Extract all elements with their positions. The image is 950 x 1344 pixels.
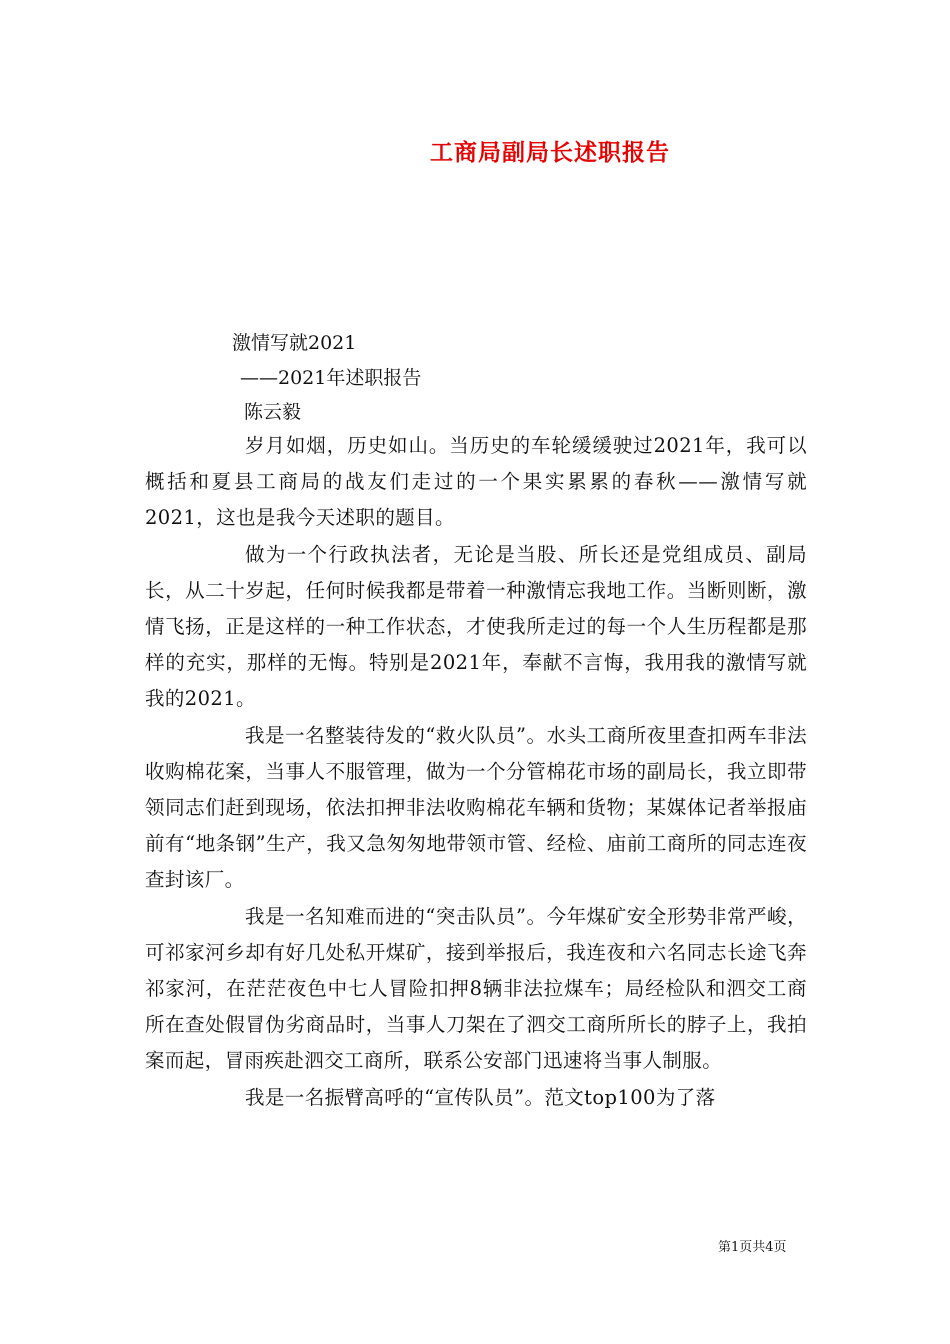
page-number-footer: 第1页共4页 <box>718 1240 787 1255</box>
intro-heading: 激情写就2021 <box>232 332 357 354</box>
body-paragraph: 我是一名振臂高呼的“宣传队员”。范文top100为了落 <box>245 1085 716 1109</box>
body-paragraph: 我是一名整装待发的“救火队员”。水头工商所夜里查扣两车非法收购棉花案，当事人不服管理，做为一个分管棉花市场的副局长，我立即带领同志们赶到现场，依法扣押非法收购棉花车辆和货物；某媒体记者举报庙前有“地条钢”生产，我又急匆匆地带领市管、经检、庙前工商所的同志连夜查封该厂。 <box>145 723 807 892</box>
document-body <box>145 428 807 1116</box>
intro-subheading: ——2021年述职报告 <box>240 367 422 389</box>
body-paragraph: 岁月如烟，历史如山。当历史的车轮缓缓驶过2021年，我可以概括和夏县工商局的战友们走过的一个果实累累的春秋——激情写就2021，这也是我今天述职的题目。 <box>145 434 807 530</box>
body-paragraph: 做为一个行政执法者，无论是当股、所长还是党组成员、副局长，从二十岁起，任何时候我都是带着一种激情忘我地工作。当断则断，激情飞扬，正是这样的一种工作状态，才使我所走过的每一个人生历程都是那样的充实，那样的无悔。特别是2021年，奉献不言悔，我用我的激情写就我的2021。 <box>145 542 807 711</box>
body-paragraph: 我是一名知难而进的“突击队员”。今年煤矿安全形势非常严峻，可祁家河乡却有好几处私开煤矿，接到举报后，我连夜和六名同志长途飞奔祁家河，在茫茫夜色中七人冒险扣押8辆非法拉煤车；局经检队和泗交工商所在查处假冒伪劣商品时，当事人刀架在了泗交工商所所长的脖子上，我拍案而起，冒雨疾赴泗交工商所，联系公安部门迅速将当事人制服。 <box>145 904 807 1073</box>
intro-author: 陈云毅 <box>244 401 302 423</box>
document-title: 工商局副局长述职报告 <box>430 139 670 166</box>
